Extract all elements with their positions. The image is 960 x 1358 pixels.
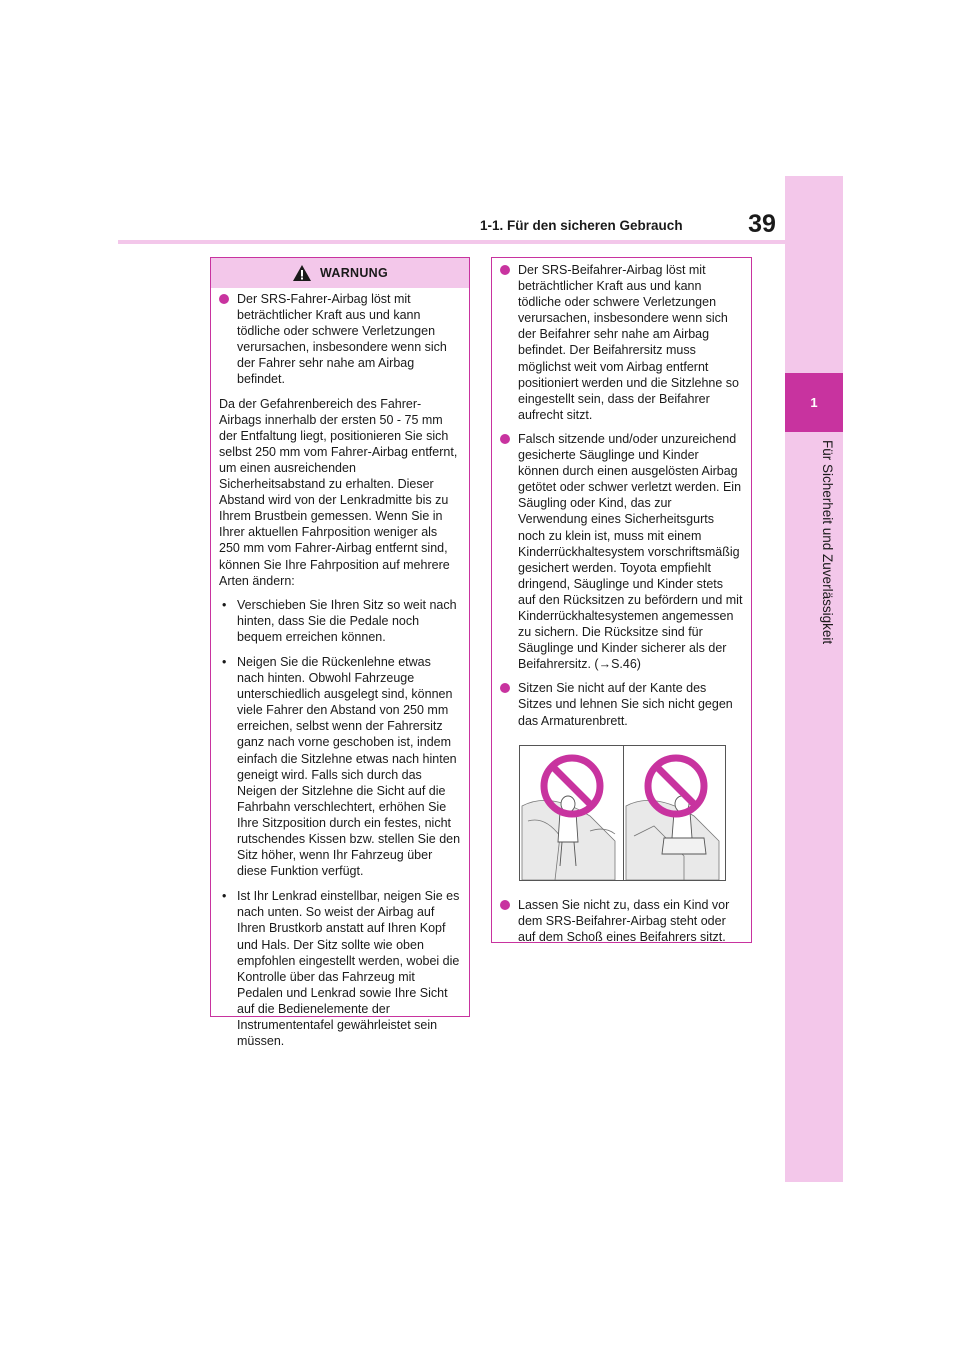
passenger-warning-box xyxy=(491,257,752,943)
section-title: 1-1. Für den sicheren Gebrauch xyxy=(480,218,683,233)
bullet-mark: • xyxy=(222,597,227,612)
bullet-circle-icon xyxy=(500,900,510,910)
warning-item xyxy=(500,897,743,945)
child-standing-illustration xyxy=(520,746,623,880)
warning-item-text: Sitzen Sie nicht auf der Kante des Sitzes und lehnen Sie sich nicht gegen das Armaturenbrett. xyxy=(518,681,733,728)
warning-header xyxy=(211,258,469,288)
warning-item xyxy=(219,291,461,388)
warning-item-text: Lassen Sie nicht zu, dass ein Kind vor dem SRS-Beifahrer-Airbag steht oder auf dem Schoß eines Beifahrers sitzt. xyxy=(518,897,730,944)
warning-triangle-icon xyxy=(292,264,312,282)
arrow-right-icon: → xyxy=(598,657,612,672)
warning-item-text: Der SRS-Fahrer-Airbag löst mit beträchtlicher Kraft aus und kann tödliche oder schwere Verletzungen verursachen, insbesondere wenn sich der Fahrer sehr nahe am Airbag befindet. xyxy=(237,292,447,387)
chapter-title: Für Sicherheit und Zuverlässigkeit xyxy=(820,440,835,645)
list-item-text: Neigen Sie die Rückenlehne etwas nach hinten. Obwohl Fahrzeuge unterschiedlich ausgelegt sind, können viele Fahrer den Abstand von 250 mm erreichen, selbst wenn der Fahrersitz ganz nach vorne geschoben ist, indem einfach die Sitzlehne etwas nach hinten geneigt wird. Falls sich durch das Neigen der Sitzlehne die Sicht auf die Fahrbahn verschlechtert, erhöhen Sie Ihre Sitzposition durch ein festes, nicht rutschendes Kissen bzw. stellen Sie den Sitz höher, wenn Ihr Fahrzeug über diese Funktion verfügt. xyxy=(237,654,461,879)
list-item-text: Verschieben Sie Ihren Sitz so weit nach hinten, dass Sie die Pedale noch bequem erreichen können. xyxy=(237,597,457,644)
list-item-text: Ist Ihr Lenkrad einstellbar, neigen Sie es nach unten. So weist der Airbag auf Ihren Brustkorb anstatt auf Ihren Kopf und Hals. Der Sitz sollte wie oben empfohlen eingestellt werden, wobei die Kontrolle über das Fahrzeug mit Pedalen und Lenkrad sowie Ihre Sicht auf die Bedienelemente der Instrumententafel gewährleistet sein müssen. xyxy=(237,889,460,1049)
warning-content xyxy=(211,288,469,1049)
header-rule xyxy=(118,240,785,244)
list-item xyxy=(219,597,461,645)
page-ref-open: ( xyxy=(590,657,599,672)
passenger-warning-content xyxy=(492,258,751,945)
child-on-lap-illustration xyxy=(624,746,727,880)
warning-item xyxy=(500,680,743,728)
chapter-number: 1 xyxy=(810,395,818,410)
list-item xyxy=(219,654,461,879)
warning-item xyxy=(500,262,743,423)
bullet-circle-icon xyxy=(219,294,229,304)
list-item xyxy=(219,888,461,1049)
bullet-circle-icon xyxy=(500,683,510,693)
prohibited-illustration xyxy=(519,745,726,881)
chapter-tab[interactable] xyxy=(785,373,843,432)
bullet-circle-icon xyxy=(500,434,510,444)
warning-item-text: Der SRS-Beifahrer-Airbag löst mit beträchtlicher Kraft aus und kann tödliche oder schwere Verletzungen verursachen, insbesondere wenn sich der Beifahrer sehr nahe am Airbag befindet. Der Beifahrersitz muss möglichst weit vom Airbag entfernt positioniert werden und die Sitzlehne so eingestellt sein, dass der Beifahrer aufrecht sitzt. xyxy=(518,263,739,422)
page-reference-link[interactable]: S.46) xyxy=(611,657,641,672)
warning-paragraph: Da der Gefahrenbereich des Fahrer-Airbags innerhalb der ersten 50 - 75 mm der Entfaltung liegt, positionieren Sie sich selbst 250 mm vom Fahrer-Airbag entfernt, um einen ausreichenden Sicherheitsabstand zu erhalten. Dieser Abstand wird von der Lenkradmitte bis zu Ihrem Brustbein gemessen. Wenn Sie in Ihrer aktuellen Fahrposition weniger als 250 mm vom Fahrer-Airbag entfernt sind, können Sie Ihre Fahrposition auf mehrere Arten ändern: xyxy=(219,396,458,588)
warning-title: WARNUNG xyxy=(319,266,389,280)
warning-item-text: Falsch sitzende und/oder unzureichend gesicherte Säuglinge und Kinder können durch einen ausgelösten Airbag getötet oder schwer verletzt werden. Ein Säugling oder Kind, das zur Verwendung eines Sicherheitsgurts noch zu klein ist, muss mit einem Kinderrückhaltesystem vorschriftsmäßig gesichert werden. Toyota empfiehlt dringend, Säuglinge und Kinder stets auf den Rücksitzen zu befördern und mit Kinderrückhaltesystemen angemessen zu sichern. Die Rücksitze sind für Säuglinge und Kinder sicherer als der Beifahrersitz. xyxy=(518,431,743,672)
warning-item xyxy=(500,431,743,672)
page-number: 39 xyxy=(748,210,776,238)
bullet-circle-icon xyxy=(500,265,510,275)
warning-box xyxy=(210,257,470,1049)
bullet-mark: • xyxy=(222,889,227,904)
bullet-mark: • xyxy=(222,654,227,669)
